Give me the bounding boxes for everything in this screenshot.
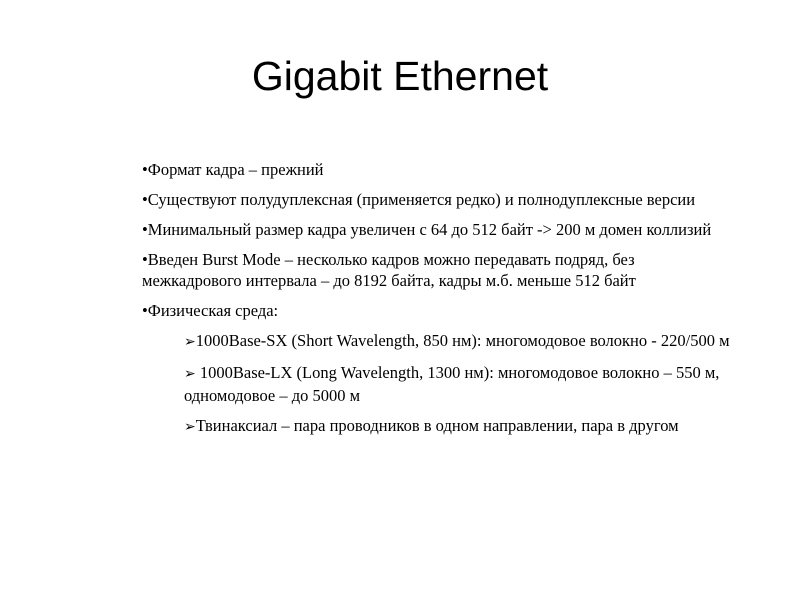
bullet-text: Существуют полудуплексная (применяется редко) и полнодуплексные версии: [147, 190, 696, 209]
bullet-text: Формат кадра – прежний: [147, 160, 324, 179]
sub-bullet-text: Твинаксиал – пара проводников в одном направлении, пара в другом: [195, 416, 679, 435]
bullet-item: [142, 300, 732, 321]
arrow-bullet-icon: ➢: [184, 334, 196, 350]
sub-bullet-item: [142, 362, 732, 406]
bullet-item: [142, 249, 732, 291]
bullet-text: Минимальный размер кадра увеличен с 64 до 512 байт -> 200 м домен коллизий: [147, 220, 712, 239]
sub-bullet-text: 1000Base-SX (Short Wavelength, 850 нм): многомодовое волокно - 220/500 м: [195, 331, 730, 350]
bullet-icon: •: [142, 301, 148, 320]
slide-title: Gigabit Ethernet: [251, 53, 549, 99]
bullet-item: [142, 159, 732, 180]
arrow-bullet-icon: ➢: [184, 366, 196, 382]
bullet-text: Введен Burst Mode – несколько кадров можно передавать подряд, без межкадрового интервала – до 8192 байта, кадры м.б. меньше 512 байт: [142, 250, 636, 290]
sub-bullet-item: [142, 415, 732, 438]
sub-bullet-text: 1000Base-LX (Long Wavelength, 1300 нм): многомодовое волокно – 550 м, одномодовое – до 5000 м: [184, 363, 720, 405]
bullet-icon: •: [142, 220, 148, 239]
bullet-icon: •: [142, 190, 148, 209]
bullet-item: [142, 219, 732, 240]
bullet-icon: •: [142, 160, 148, 179]
bullet-text: Физическая среда:: [147, 301, 279, 320]
bullet-list: [142, 159, 732, 447]
bullet-icon: •: [142, 250, 148, 269]
arrow-bullet-icon: ➢: [184, 419, 196, 435]
bullet-item: [142, 189, 732, 210]
sub-bullet-item: [142, 330, 732, 353]
